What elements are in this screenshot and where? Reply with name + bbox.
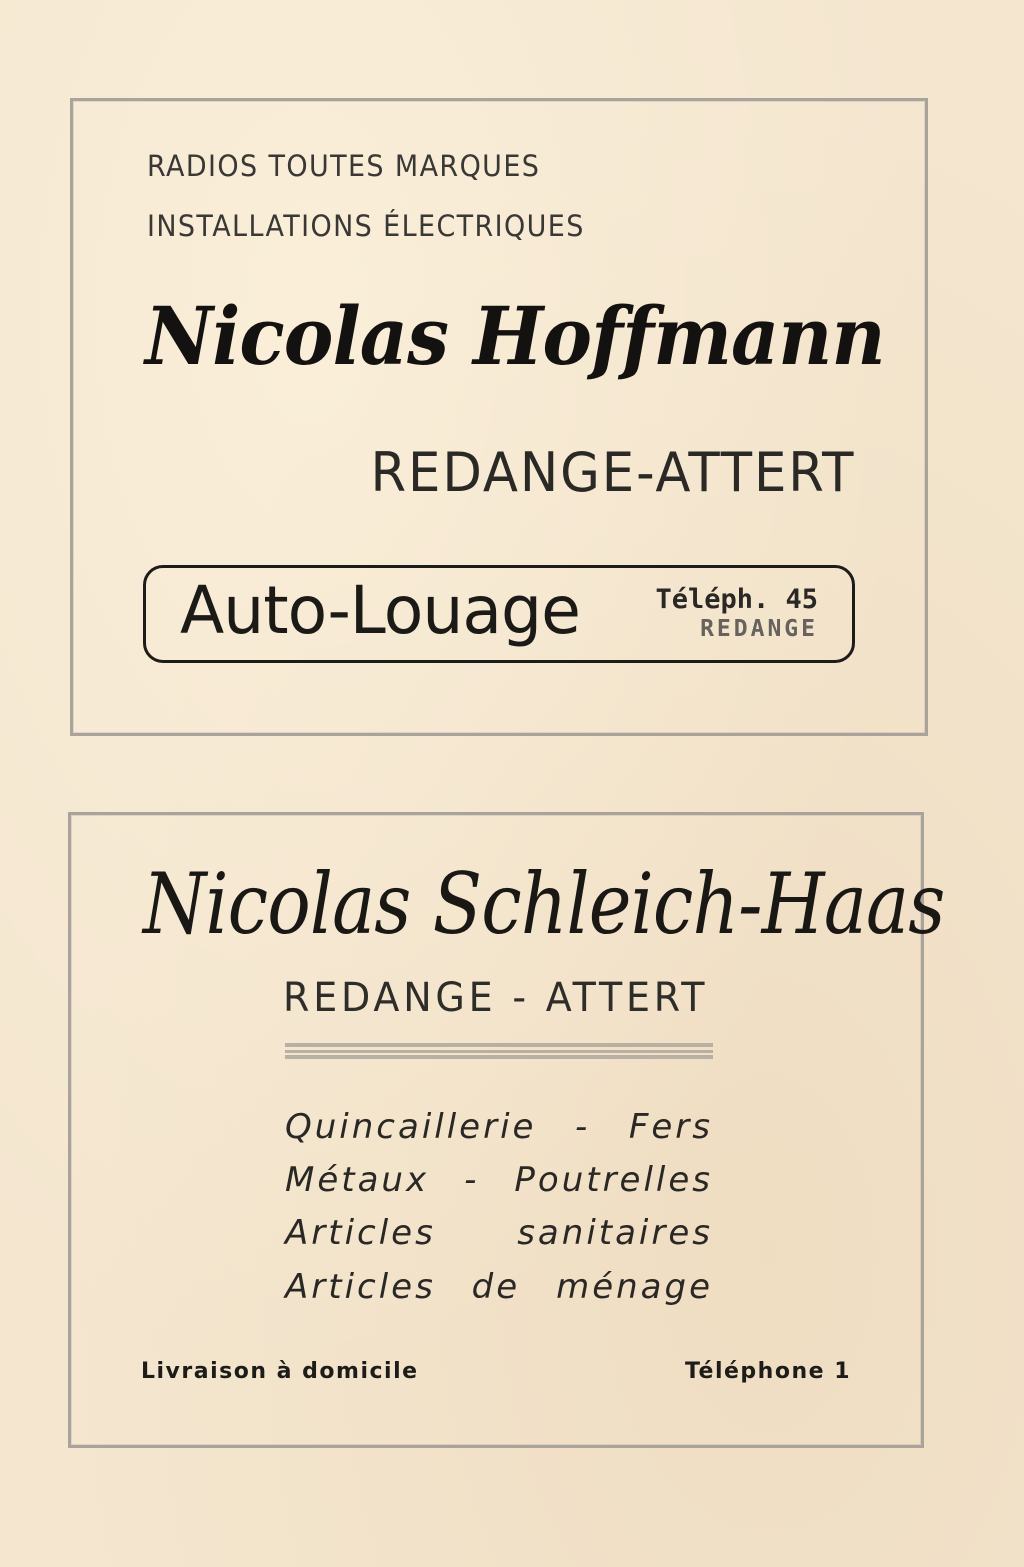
business-name-schleich-haas: Nicolas Schleich-Haas <box>143 855 945 953</box>
services-line-electrical: INSTALLATIONS ÉLECTRIQUES <box>147 209 585 243</box>
auto-louage-label: Auto-Louage <box>180 572 580 649</box>
advertisement-schleich-haas <box>68 812 945 1448</box>
auto-louage-town: REDANGE <box>700 616 818 642</box>
telephone-note: Téléphone 1 <box>684 1359 851 1384</box>
product-line: Métaux - Poutrelles <box>285 1160 713 1200</box>
auto-louage-phone: Téléph. 45 <box>655 584 818 615</box>
auto-louage-box <box>143 565 855 663</box>
services-line-radios: RADIOS TOUTES MARQUES <box>147 149 541 183</box>
product-line: Articles sanitaires <box>285 1213 713 1253</box>
delivery-note: Livraison à domicile <box>141 1359 419 1384</box>
business-town-schleich-haas: REDANGE - ATTERT <box>283 975 709 1021</box>
business-town-hoffmann: REDANGE-ATTERT <box>370 441 855 504</box>
product-line: Quincaillerie - Fers <box>285 1107 713 1147</box>
triple-rule-divider <box>285 1043 713 1059</box>
advertisement-hoffmann <box>70 98 928 736</box>
business-name-hoffmann: Nicolas Hoffmann <box>145 289 885 383</box>
product-line: Articles de ménage <box>285 1267 713 1307</box>
